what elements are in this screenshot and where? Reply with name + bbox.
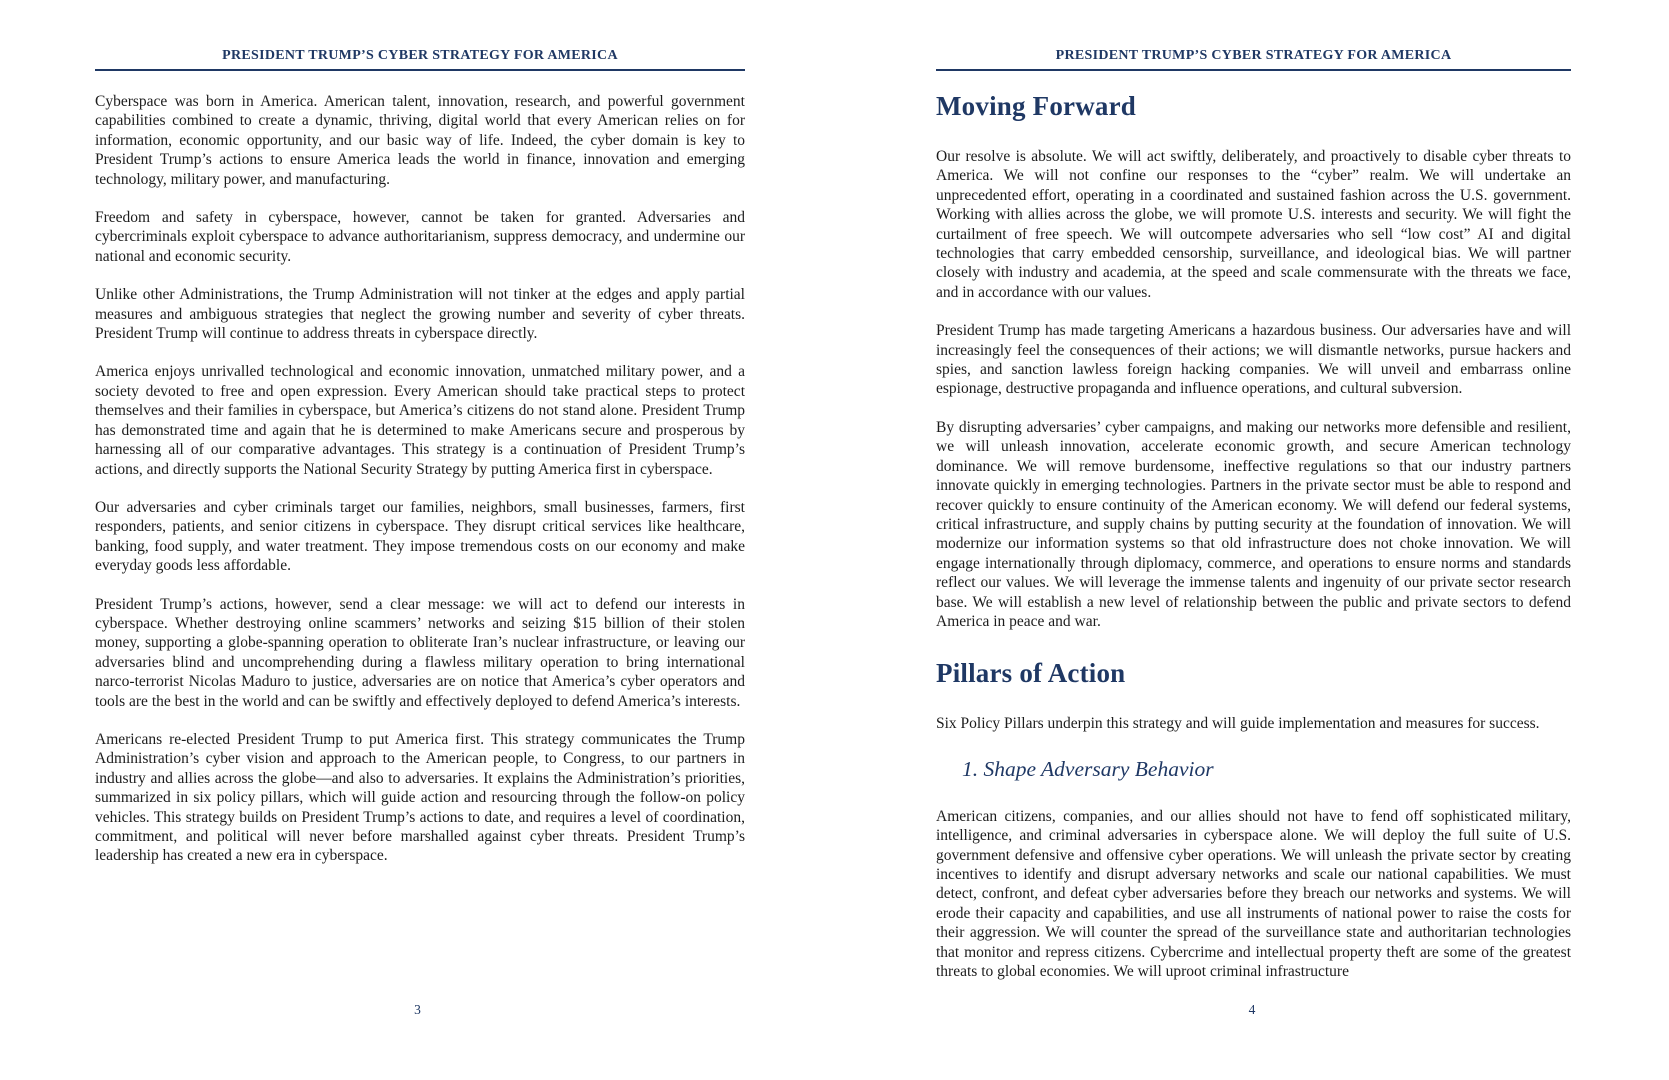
body-paragraph: President Trump’s actions, however, send a clear message: we will act to defend our interests in cyberspace. Whether destroying online scammers’ networks and seizing $15 billion of their stolen money, supporting a globe-spanning operation to obliterate Iran’s nuclear infrastructure, or leaving our adversaries blind and uncomprehending during a flawless military operation to bring international narco-terrorist Nicolas Maduro to justice, adversaries are on notice that America’s cyber operators and tools are the best in the world and can be swiftly and effectively deployed to defend America’s interests. (95, 595, 745, 710)
body-paragraph: By disrupting adversaries’ cyber campaigns, and making our networks more defensible and resilient, we will unleash innovation, accelerate economic growth, and secure American technology dominance. We will remove burdensome, ineffective regulations so that our industry partners innovate quickly in emerging technologies. Partners in the private sector must be able to respond and recover quickly to ensure continuity of the American economy. We will defend our federal systems, critical infrastructure, and supply chains by putting security at the foundation of innovation. We will modernize our information systems so that old infrastructure does not choke innovation. We will engage internationally through diplomacy, commerce, and operations to ensure norms and standards reflect our values. We will leverage the immense talents and ingenuity of our private sector research base. We will establish a new level of relationship between the public and private sectors to defend America in peace and war. (936, 418, 1571, 630)
page-body (95, 92, 745, 866)
section-heading-pillars-of-action: Pillars of Action (936, 658, 1126, 689)
pillar-subheading-shape-adversary-behavior: 1. Shape Adversary Behavior (962, 756, 1214, 781)
page-right (835, 0, 1669, 1080)
body-paragraph: Cyberspace was born in America. American talent, innovation, research, and powerful government capabilities combined to create a dynamic, thriving, digital world that every American relies on for information, economic opportunity, and our basic way of life. Indeed, the cyber domain is key to President Trump’s actions to ensure America leads the world in finance, innovation and emerging technology, military power, and manufacturing. (95, 93, 745, 188)
page-number: 4 (1248, 1002, 1256, 1017)
section-heading-moving-forward: Moving Forward (936, 91, 1137, 121)
body-paragraph: Americans re-elected President Trump to put America first. This strategy communicates the Trump Administration’s cyber vision and approach to the American people, to Congress, to our partners in industry and allies across the globe—and also to adversaries. It explains the Administration’s priorities, summarized in six policy pillars, which will guide action and resourcing through the follow-on policy vehicles. This strategy builds on President Trump’s actions to date, and requires a level of coordination, commitment, and political will never before marshalled against cyber threats. President Trump’s leadership has created a new era in cyberspace. (95, 730, 745, 865)
header-title: PRESIDENT TRUMP’S CYBER STRATEGY FOR AMERICA (1055, 48, 1452, 63)
body-paragraph: America enjoys unrivalled technological and economic innovation, unmatched military power, and a society devoted to free and open expression. Every American should take practical steps to protect themselves and their families in cyberspace, but America’s citizens do not stand alone. President Trump has demonstrated time and again that he is determined to make Americans secure and prosperous by harnessing all of our comparative advantages. This strategy is a continuation of President Trump’s actions, and directly supports the National Security Strategy by putting America first in cyberspace. (95, 363, 745, 478)
body-paragraph: President Trump has made targeting Americans a hazardous business. Our adversaries have and will increasingly feel the consequences of their actions; we will dismantle networks, pursue hackers and spies, and sanction lawless foreign hacking companies. We will unveil and embarrass online espionage, destructive propaganda and influence operations, and cultural subversion. (936, 322, 1571, 398)
body-paragraph: Freedom and safety in cyberspace, however, cannot be taken for granted. Adversaries and cybercriminals exploit cyberspace to advance authoritarianism, suppress democracy, and undermine our national and economic security. (95, 209, 745, 265)
body-paragraph: Unlike other Administrations, the Trump Administration will not tinker at the edges and apply partial measures and ambiguous strategies that neglect the growing number and severity of cyber threats. President Trump will continue to address threats in cyberspace directly. (95, 286, 745, 343)
body-paragraph: American citizens, companies, and our allies should not have to fend off sophisticated military, intelligence, and criminal adversaries in cyberspace alone. We will deploy the full suite of U.S. government defensive and offensive cyber operations. We will unleash the private sector by creating incentives to identify and disrupt adversary networks and scale our national capabilities. We must detect, confront, and defeat cyber adversaries before they breach our networks and systems. We will erode their capacity and capabilities, and use all instruments of national power to raise the costs for their aggression. We will counter the spread of the surveillance state and authoritarian technologies that monitor and repress citizens. Cybercrime and intellectual property theft are some of the greatest threats to global economies. We will uproot criminal infrastructure (936, 807, 1571, 980)
header-title: PRESIDENT TRUMP’S CYBER STRATEGY FOR AMERICA (222, 48, 618, 63)
body-paragraph: Six Policy Pillars underpin this strategy and will guide implementation and measures for success. (936, 715, 1540, 733)
page-header (95, 46, 745, 71)
page-number: 3 (414, 1002, 421, 1017)
page-body (936, 91, 1571, 981)
body-paragraph: Our adversaries and cyber criminals target our families, neighbors, small businesses, farmers, first responders, patients, and senior citizens in cyberspace. They disrupt critical services like healthcare, banking, food supply, and water treatment. They impose tremendous costs on our economy and make everyday goods less affordable. (95, 498, 745, 575)
page-header (936, 46, 1571, 71)
body-paragraph: Our resolve is absolute. We will act swiftly, deliberately, and proactively to disable cyber threats to America. We will not confine our responses to the “cyber” realm. We will undertake an unprecedented effort, operating in a coordinated and sustained fashion across the U.S. government. Working with allies across the globe, we will promote U.S. interests and security. We will fight the curtailment of free speech. We will outcompete adversaries who sell “low cost” AI and digital technologies that carry embedded censorship, surveillance, and ideological bias. We will partner closely with industry and academia, at the speed and scale commensurate with the threats we face, and in accordance with our values. (936, 148, 1571, 301)
